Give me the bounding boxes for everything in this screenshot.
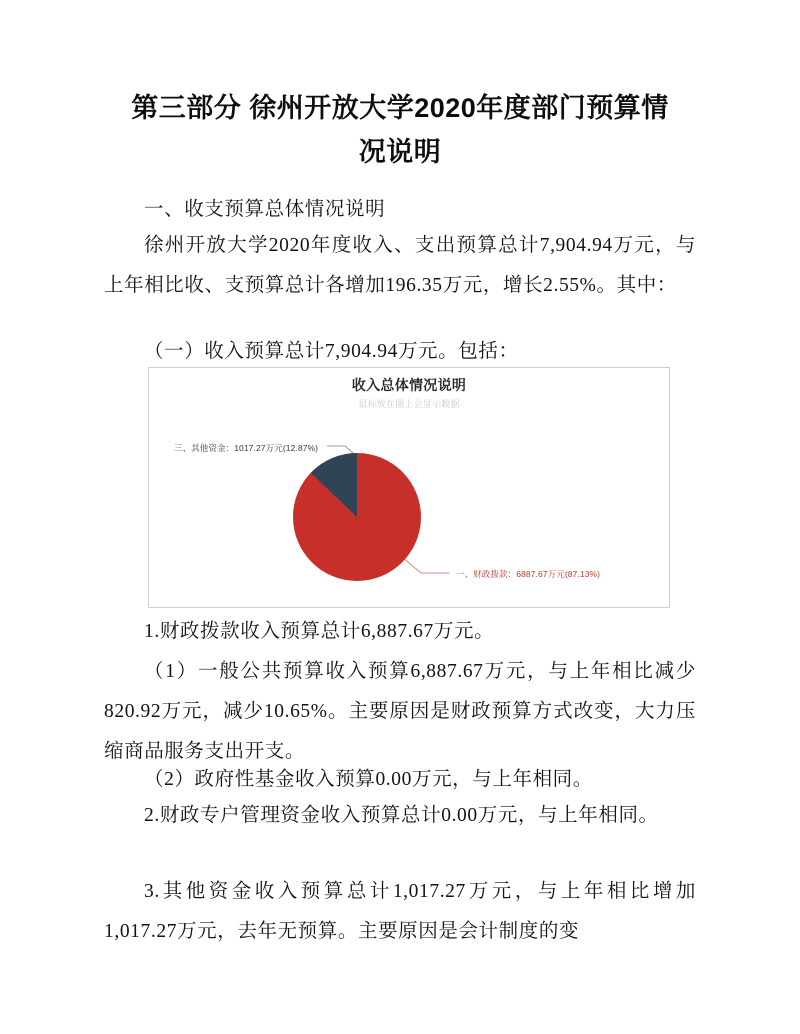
paragraph-general-public-budget: （1）一般公共预算收入预算6,887.67万元，与上年相比减少820.92万元，减少10.65%。主要原因是财政预算方式改变，大力压缩商品服务支出开支。 (104, 661, 696, 762)
income-pie-chart (148, 367, 670, 608)
pie-graphic (293, 453, 421, 581)
paragraph-special-account: 2.财政专户管理资金收入预算总计0.00万元，与上年相同。 (144, 805, 659, 826)
paragraph-fiscal-appropriation: 1.财政拨款收入预算总计6,887.67万元。 (144, 621, 495, 642)
chart-subtitle: 鼠标放在图上会显示数据 (358, 399, 460, 409)
paragraph-income-total: （一）收入预算总计7,904.94万元。包括： (144, 341, 519, 362)
section-heading: 一、收支预算总体情况说明 (144, 199, 386, 220)
paragraph-other-funds: 3.其他资金收入预算总计1,017.27万元，与上年相比增加1,017.27万元，去年无预算。主要原因是会计制度的变 (104, 881, 696, 942)
pie-slices (293, 453, 421, 581)
page-title: 第三部分 徐州开放大学2020年度部门预算情况说明 (131, 93, 669, 167)
paragraph-overview: 徐州开放大学2020年度收入、支出预算总计7,904.94万元，与上年相比收、支预算总计各增加196.35万元，增长2.55%。其中： (104, 235, 696, 296)
pie-label-other-funds: 三、其他资金：1017.27万元(12.87%) (174, 443, 319, 453)
chart-title: 收入总体情况说明 (351, 377, 467, 393)
paragraph-government-fund: （2）政府性基金收入预算0.00万元，与上年相同。 (144, 769, 593, 790)
pie-label-fiscal-appropriation: 一、财政拨款：6887.67万元(87.13%) (456, 569, 601, 579)
